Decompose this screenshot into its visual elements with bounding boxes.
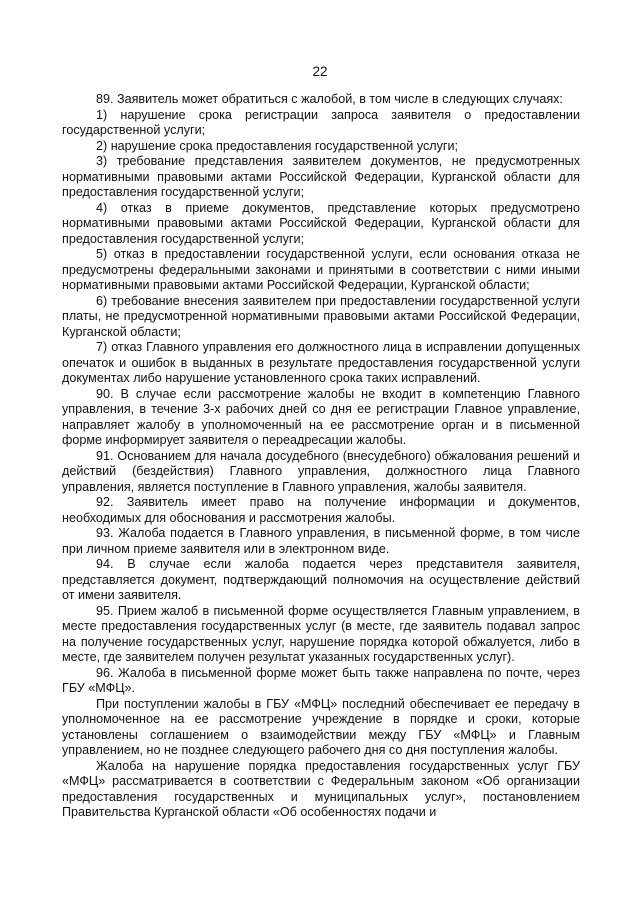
paragraph-93: 93. Жалоба подается в Главного управления, в письменной форме, в том числе при личном приеме заявителя или в электронном виде.	[62, 526, 580, 556]
paragraph-94: 94. В случае если жалоба подается через представителя заявителя, представляется документ, подтверждающий полномочия на осуществление действий от имени заявителя.	[62, 557, 580, 602]
paragraph-mfc-transfer: При поступлении жалобы в ГБУ «МФЦ» последний обеспечивает ее передачу в уполномоченное на ее рассмотрение учреждение в порядке и сроки, которые установлены соглашением о взаимодействии между ГБУ «МФЦ» и Главным управлением, но не позднее следующего рабочего дня со дня поступления жалобы.	[62, 696, 580, 757]
paragraph-96: 96. Жалоба в письменной форме может быть также направлена по почте, через ГБУ «МФЦ».	[62, 665, 580, 695]
paragraph-89-item-5: 5) отказ в предоставлении государственной услуги, если основания отказа не предусмотрены федеральными законами и принятыми в соответствии с ними иными нормативными правовыми актами Российской Федерации, Курганской области;	[62, 247, 580, 292]
document-body	[62, 92, 580, 821]
paragraph-89-item-3: 3) требование представления заявителем документов, не предусмотренных нормативными правовыми актами Российской Федерации, Курганской области для предоставления государственной услуги;	[62, 154, 580, 199]
page-number: 22	[312, 64, 328, 79]
paragraph-89-item-7: 7) отказ Главного управления его должностного лица в исправлении допущенных опечаток и ошибок в выданных в результате предоставления государственной услуги документах либо нарушение установленного срока таких исправлений.	[62, 340, 580, 385]
paragraph-90: 90. В случае если рассмотрение жалобы не входит в компетенцию Главного управления, в течение 3-х рабочих дней со дня ее регистрации Главное управление, направляет жалобу в уполномоченный на ее рассмотрение орган и в письменной форме информирует заявителя о переадресации жалобы.	[62, 386, 580, 447]
paragraph-89-item-1: 1) нарушение срока регистрации запроса заявителя о предоставлении государственной услуги;	[62, 107, 580, 137]
paragraph-mfc-complaint: Жалоба на нарушение порядка предоставления государственных услуг ГБУ «МФЦ» рассматривается в соответствии с Федеральным законом «Об организации предоставления государственных и муниципальных услуг», постановлением Правительства Курганской области «Об особенностях подачи и	[62, 758, 580, 819]
paragraph-92: 92. Заявитель имеет право на получение информации и документов, необходимых для обоснования и рассмотрения жалобы.	[62, 495, 580, 525]
paragraph-91: 91. Основанием для начала досудебного (внесудебного) обжалования решений и действий (бездействия) Главного управления, должностного лица Главного управления, является поступление в Главного управления, жалобы заявителя.	[62, 448, 580, 494]
paragraph-89-item-2: 2) нарушение срока предоставления государственной услуги;	[96, 138, 459, 153]
paragraph-89: 89. Заявитель может обратиться с жалобой, в том числе в следующих случаях:	[96, 92, 563, 106]
paragraph-89-item-4: 4) отказ в приеме документов, представление которых предусмотрено нормативными правовыми актами Российской Федерации, Курганской области для предоставления государственной услуги;	[62, 200, 580, 246]
paragraph-89-item-6: 6) требование внесения заявителем при предоставлении государственной услуги платы, не предусмотренной нормативными правовыми актами Российской Федерации, Курганской области;	[62, 293, 580, 339]
paragraph-95: 95. Прием жалоб в письменной форме осуществляется Главным управлением, в месте предоставления государственных услуг (в месте, где заявитель подавал запрос на получение государственных услуг, нарушение порядка которой обжалуется, либо в месте, где заявителем получен результат указанных государственных услуг).	[62, 603, 580, 664]
